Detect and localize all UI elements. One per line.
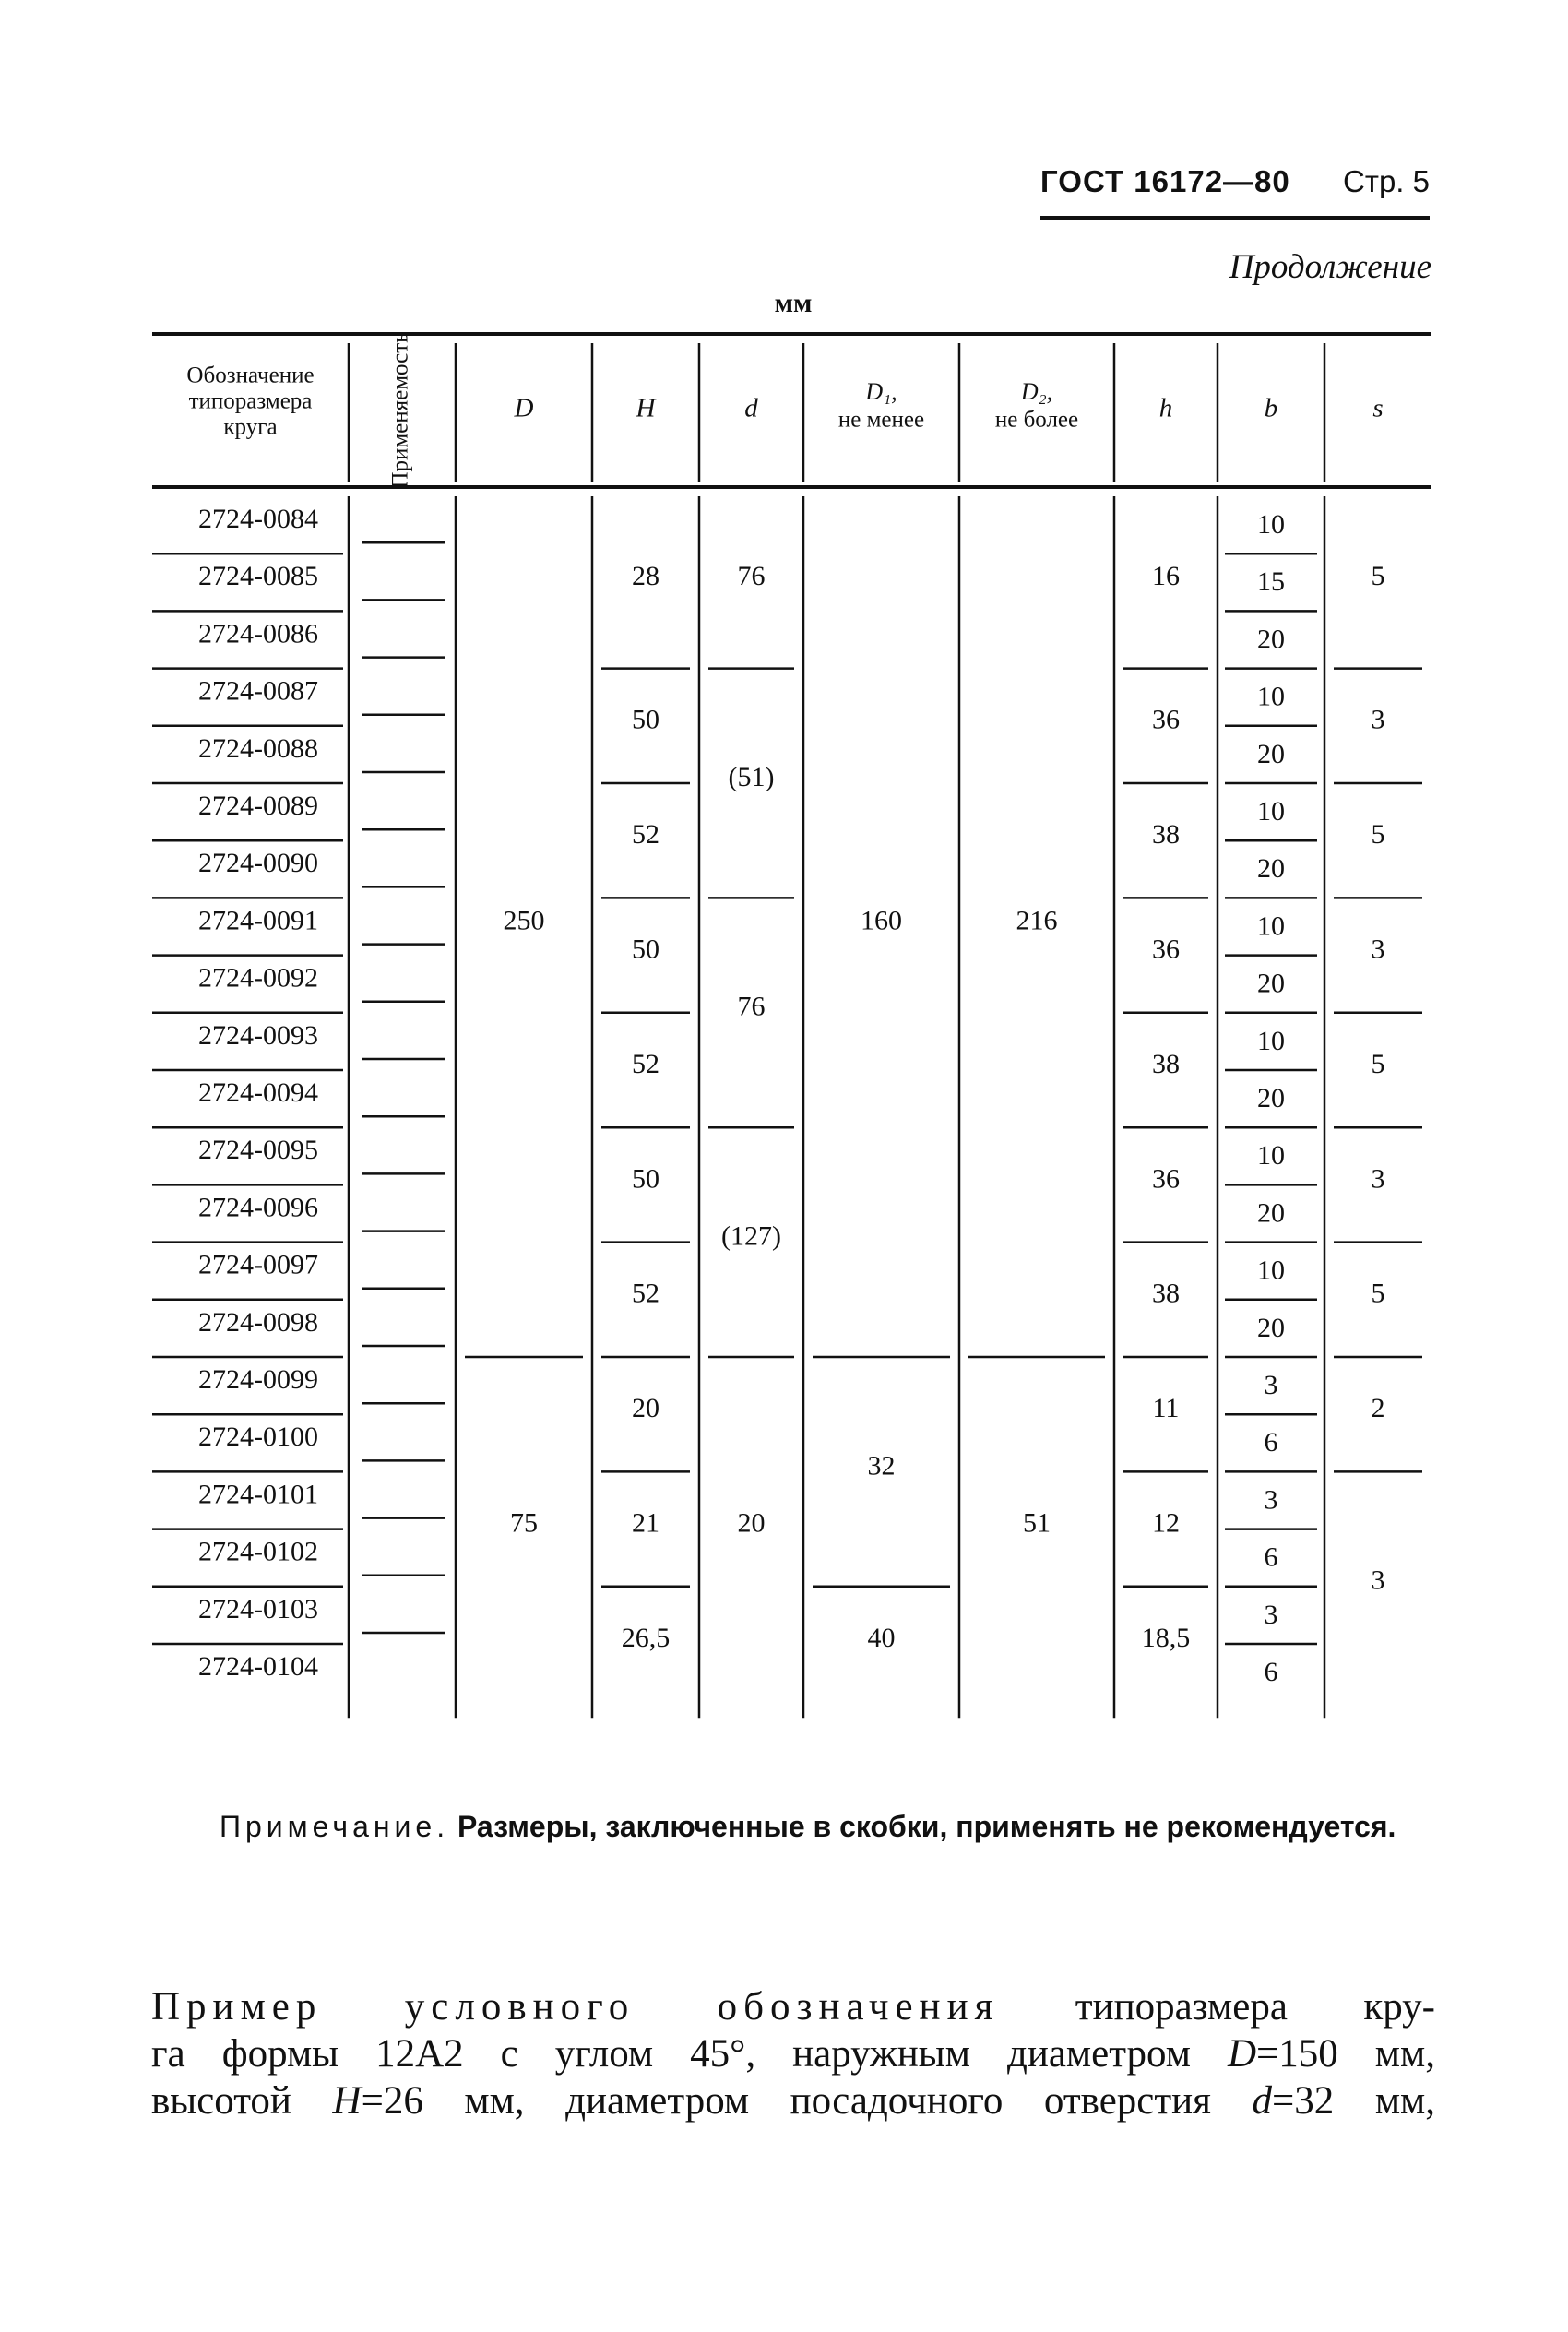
D-cell: 250 [503,905,545,936]
H-cell: 20 [632,1393,659,1424]
D1-cell: 160 [861,905,902,936]
page-number: Стр. 5 [1343,164,1430,198]
table-note [220,1806,1431,1847]
designation-cell: 2724-0088 [198,732,318,764]
col-header-H: H [636,393,656,423]
H-cell: 50 [632,1163,659,1195]
paragraph-line-3-a: высотой [151,2079,333,2123]
H-cell: 50 [632,934,659,965]
b-cell: 6 [1264,1541,1278,1573]
b-cell: 10 [1257,681,1285,712]
designation-cell: 2724-0093 [198,1019,318,1051]
d-cell: 76 [737,991,766,1022]
h-cell: 36 [1152,1163,1180,1195]
designation-cell: 2724-0103 [198,1593,318,1624]
col-header-D2-note: не более [994,407,1079,433]
designation-cell: 2724-0092 [198,962,318,993]
var-H: H [332,2079,362,2123]
b-cell: 6 [1264,1427,1278,1458]
d-cell: 20 [737,1507,766,1539]
paragraph-line-2-b: =150 мм, [1256,2032,1435,2076]
h-cell: 18,5 [1141,1622,1191,1653]
b-cell: 3 [1264,1599,1278,1630]
H-cell: 52 [632,1048,659,1079]
designation-cell: 2724-0102 [198,1536,318,1567]
H-cell: 52 [632,819,659,851]
designation-cell: 2724-0085 [198,561,318,592]
var-D: D [1227,2032,1257,2076]
D2-cell: 51 [1023,1507,1051,1539]
designation-cell: 2724-0089 [198,790,318,821]
standard-number: ГОСТ 16172—80 [1040,164,1290,198]
H-cell: 28 [632,561,659,592]
col-header-D1: D₁, [865,377,897,405]
b-cell: 6 [1264,1656,1278,1687]
b-cell: 10 [1257,508,1285,540]
continuation-label: Продолжение [1229,248,1431,286]
b-cell: 20 [1257,624,1285,655]
h-cell: 36 [1152,704,1180,735]
col-header-D: D [514,393,534,423]
designation-cell: 2724-0091 [198,905,318,936]
designation-cell: 2724-0095 [198,1135,318,1166]
designation-cell: 2724-0099 [198,1363,318,1395]
col-header-b: b [1264,393,1278,423]
H-cell: 50 [632,704,659,735]
paragraph-line-3 [151,2077,1435,2124]
h-cell: 38 [1152,1048,1180,1079]
b-cell: 20 [1257,1312,1285,1343]
s-cell: 3 [1371,704,1385,735]
b-cell: 10 [1257,910,1285,942]
b-cell: 10 [1257,1025,1285,1056]
b-cell: 3 [1264,1484,1278,1516]
paragraph-line-3-c: =32 мм, [1272,2079,1435,2123]
D1-cell: 40 [867,1622,896,1653]
s-cell: 3 [1371,934,1385,965]
b-cell: 20 [1257,1197,1285,1229]
col-header-D1-note: не менее [837,407,925,433]
D1-cell: 32 [867,1450,896,1481]
col-header-s: s [1372,393,1384,423]
s-cell: 3 [1371,1565,1385,1596]
s-cell: 5 [1371,1048,1385,1079]
H-cell: 21 [632,1507,659,1539]
b-cell: 20 [1257,853,1285,885]
s-cell: 2 [1371,1393,1385,1424]
h-cell: 38 [1152,819,1180,851]
col-header-designation: Обозначение [186,363,315,388]
col-header-designation: круга [223,414,278,440]
designation-cell: 2724-0104 [198,1650,318,1682]
b-cell: 20 [1257,1082,1285,1113]
designation-cell: 2724-0098 [198,1306,318,1338]
var-d: d [1252,2079,1273,2123]
designation-cell: 2724-0087 [198,675,318,707]
unit-label: мм [774,288,813,318]
h-cell: 11 [1152,1393,1180,1424]
paragraph-line-2-a: га формы 12А2 с углом 45°, наружным диаметром [151,2032,1228,2076]
h-cell: 38 [1152,1278,1180,1309]
H-cell: 26,5 [621,1622,671,1653]
designation-cell: 2724-0096 [198,1192,318,1223]
col-header-h: h [1158,393,1173,423]
b-cell: 20 [1257,968,1285,999]
s-cell: 3 [1371,1163,1385,1195]
note-label: Примечание. [220,1810,450,1843]
b-cell: 10 [1257,795,1285,827]
d-cell: (127) [721,1220,781,1252]
designation-cell: 2724-0097 [198,1249,318,1280]
designation-cell: 2724-0100 [198,1422,318,1453]
H-cell: 52 [632,1278,659,1309]
designation-cell: 2724-0101 [198,1479,318,1510]
b-cell: 3 [1264,1369,1278,1400]
paragraph-line-3-b: =26 мм, диаметром посадочного отверстия [361,2079,1253,2123]
s-cell: 5 [1371,561,1385,592]
col-header-designation: типоразмера [188,388,313,414]
D2-cell: 216 [1016,905,1058,936]
d-cell: 76 [737,561,766,592]
s-cell: 5 [1371,1278,1385,1309]
b-cell: 10 [1257,1140,1285,1172]
paragraph-line-2 [151,2030,1435,2077]
h-cell: 12 [1152,1507,1180,1539]
designation-example-paragraph [151,1983,1435,2124]
b-cell: 10 [1257,1255,1285,1286]
paragraph-line-1-rest: типоразмера кру- [1075,1985,1435,2029]
col-header-d: d [744,393,758,423]
designation-cell: 2724-0084 [198,503,318,534]
b-cell: 20 [1257,738,1285,769]
note-text: Размеры, заключенные в скобки, применять не рекомендуется. [457,1810,1396,1843]
s-cell: 5 [1371,819,1385,851]
designation-cell: 2724-0094 [198,1077,318,1108]
d-cell: (51) [728,761,775,792]
h-cell: 36 [1152,934,1180,965]
b-cell: 15 [1257,566,1285,598]
h-cell: 16 [1152,561,1180,592]
col-header-D2: D₂, [1020,377,1053,405]
col-header-applicability: Применяемость [387,332,413,489]
designation-cell: 2724-0090 [198,848,318,879]
designation-cell: 2724-0086 [198,618,318,649]
paragraph-line-1 [151,1983,1435,2030]
paragraph-lead: Пример условного обозначения [151,1985,1000,2029]
D-cell: 75 [510,1507,538,1539]
